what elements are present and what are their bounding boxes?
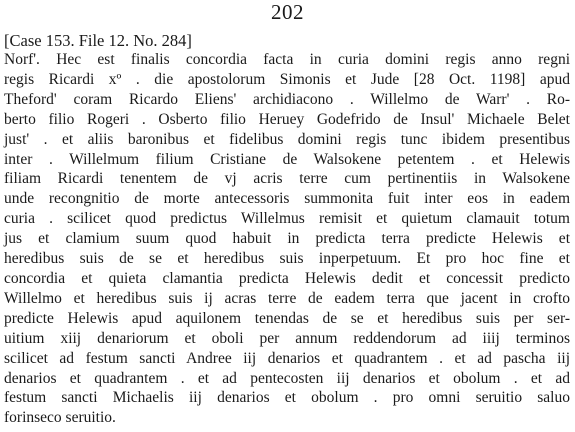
text-line: filiam Ricardi tenentem de vj acris terre cum pertinentiis in Walsokene [4,170,570,188]
page-number: 202 [271,0,304,24]
text-line: predicte Helewis apud aquilonem tenendas de se et heredibus suis per ser- [4,309,570,327]
text-line: jus et clamium suum quod habuit in predicta terra predicte Helewis et [4,230,570,248]
case-header: [Case 153. File 12. No. 284] [4,31,192,50]
text-line: inter . Willelmum filium Cristiane de Walsokene petentem . et Helewis [4,150,570,168]
text-line: regis Ricardi xº . die apostolorum Simonis et Jude [28 Oct. 1198] apud [4,70,570,88]
text-line: Norf'. Hec est finalis concordia facta in curia domini regis anno regni [4,51,570,68]
text-line: denarios et quadrantem . et ad pentecosten iij denarios et obolum . et ad [4,369,570,387]
text-line: just' . et aliis baronibus et fidelibus domini regis tunc ibidem presentibus [4,130,570,148]
text-line: uitium xiij denariorum et oboli per annum reddendorum ad iiij terminos [4,329,570,347]
text-line: Willelmo et heredibus suis ij acras terre de eadem terra que jacent in crofto [4,289,570,307]
text-line: unde recongnitio de morte antecessoris summonita fuit inter eos in eadem [4,190,570,208]
text-line: scilicet ad festum sancti Andree iij denarios et quadrantem . et ad pascha iij [4,349,570,367]
body-text [4,50,570,428]
text-line: heredibus suis de se et heredibus suis inperpetuum. Et pro hoc fine et [4,250,570,268]
text-line: curia . scilicet quod predictus Willelmus remisit et quietum clamauit totum [4,210,570,228]
text-line: forinseco seruitio. [4,409,116,427]
text-line: Theford' coram Ricardo Eliens' archidiacono . Willelmo de Warr' . Ro- [4,90,570,108]
text-line: berto filio Rogeri . Osberto filio Heruey Godefrido de Insul' Michaele Belet [4,110,570,128]
text-line: concordia et quieta clamantia predicta Helewis dedit et concessit predicto [4,269,570,287]
text-line: festum sancti Michaelis iij denarios et obolum . pro omni seruitio saluo [4,389,570,407]
